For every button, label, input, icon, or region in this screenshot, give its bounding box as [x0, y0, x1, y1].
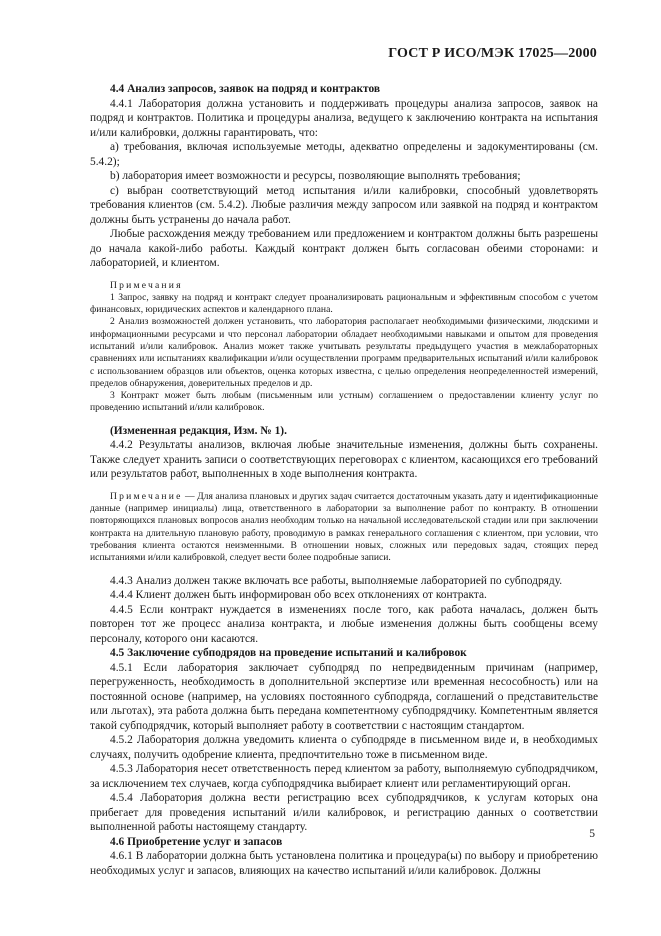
note-body: — Для анализа плановых и других задач считается достаточным указать дату и идентификационные данные (например инициалы) лица, ответственного в лаборатории за выполнение работ по контракту. В отношении повторяющихся плановых вопросов анализ необходим только на начальной исследовательской стадии или при заключении контракта на длительную плановую работу, проводимую в рамках генерального соглашения с клиентом, при условии, что требования клиента остаются неизменными. В отношении новых, сложных или передовых задач, стоящих перед испытаниями и/или калибровкой, следует вести более подробные записи.: [90, 490, 598, 564]
section-4-4-heading: 4.4 Анализ запросов, заявок на подряд и контрактов: [110, 83, 381, 95]
clause-4-4-4: 4.4.4 Клиент должен быть информирован обо всех отклонениях от контракта.: [110, 589, 487, 602]
single-note: [90, 491, 598, 565]
note-1: 1 Запрос, заявку на подряд и контракт следует проанализировать рациональным и эффективным способом с учетом финансовых, юридических аспектов и календарного плана.: [90, 291, 598, 316]
list-item-c: с) выбран соответствующий метод испытания и/или калибровки, способный удовлетворять требования клиентов (см. 5.4.2). Любые различия между запросом или заявкой на подряд и контрактом должны быть устранены до начала работ.: [90, 184, 598, 226]
list-item-b: b) лаборатория имеет возможности и ресурсы, позволяющие выполнять требования;: [110, 170, 521, 182]
clause-4-6-1: 4.6.1 В лаборатории должна быть установлена политика и процедура(ы) по выбору и приобретению необходимых услуг и запасов, влияющих на качество испытаний и/или калибровок. Должны: [90, 850, 598, 877]
standard-header: ГОСТ Р ИСО/МЭК 17025—2000: [388, 46, 597, 61]
revision-note: (Измененная редакция, Изм. № 1).: [110, 424, 287, 437]
note-2: 2 Анализ возможностей должен установить, что лаборатория располагает необходимыми физическими, людскими и информационными ресурсами и что персонал лаборатории обладает необходимыми навыками и опытом для проведения испытаний и/или калибровок. Анализ может также учитывать результаты предыдущего участия в межлабораторных сравнениях или испытаниях квалификации и/или осуществлении программ предварительных испытаний и/или калибровок с использованием образцов или объектов, оценка которых известна, с целью определения неопределенностей измерений, пределов обнаружения, доверительных пределов и др.: [90, 316, 598, 389]
clause-4-4-1: 4.4.1 Лаборатория должна установить и поддерживать процедуры анализа запросов, заявок на подряд и контрактов. Политика и процедуры анализа, ведущего к заключению контракта на испытания и/или калибровки, должны гарантировать, что:: [90, 97, 598, 139]
note-3: 3 Контракт может быть любым (письменным или устным) соглашением о предоставлении клиенту услуг по проведению испытаний и/или калибровок.: [90, 390, 598, 414]
clause-4-4-2: 4.4.2 Результаты анализов, включая любые значительные изменения, должны быть сохранены. Также следует хранить записи о соответствующих переговорах с клиентом, касающихся его требований или результатов работ, выполненных в ходе выполнения контракта.: [90, 439, 598, 481]
note-label: Примечание: [110, 490, 183, 502]
clause-4-5-3: 4.5.3 Лаборатория несет ответственность перед клиентом за работу, выполняемую субподрядчиком, за исключением тех случаев, когда субподрядчика выбирает клиент или регламентирующий орган.: [90, 763, 598, 790]
clause-4-5-2: 4.5.2 Лаборатория должна уведомить клиента о субподряде в письменном виде и, в необходимых случаях, получить одобрение клиента, предпочтительно тоже в письменном виде.: [90, 734, 598, 761]
clause-4-4-3: 4.4.3 Анализ должен также включать все работы, выполняемые лабораторией по субподряду.: [110, 574, 563, 587]
clause-4-5-4: 4.5.4 Лаборатория должна вести регистрацию всех субподрядчиков, к услугам которых она прибегает для проведения испытаний и/или калибровок, и регистрацию данных о соответствии выполненной работы настоящему стандарту.: [90, 792, 598, 834]
page-number: 5: [589, 828, 595, 840]
clause-4-5-1: 4.5.1 Если лаборатория заключает субподряд по непредвиденным причинам (например, перегруженность, необходимость в дополнительной экспертизе или временная несособность) или на постоянной основе (например, на условиях постоянного субподряда, соглашений о представительстве или льготах), эта работа должна быть передана компетентному субподрядчику. Компетентным является такой субподрядчик, который выполняет работу в соответствии с настоящим стандартом.: [90, 661, 598, 732]
page-content: [90, 82, 598, 878]
section-4-5-heading: 4.5 Заключение субподрядов на проведение испытаний и калибровок: [110, 647, 467, 660]
list-item-a: а) требования, включая используемые методы, адекватно определены и задокументированы (см. 5.4.2);: [90, 141, 598, 168]
notes-title: Примечания: [110, 279, 183, 291]
clause-4-4-5: 4.4.5 Если контракт нуждается в изменениях после того, как работа началась, должен быть повторен тот же процесс анализа контракта, и любые изменения должны быть сообщены всему персоналу, которого они касаются.: [90, 603, 598, 645]
paragraph-discrepancies: Любые расхождения между требованием или предложением и контрактом должны быть разрешены до начала какой-либо работы. Каждый контракт должен быть согласован обеими сторонами: и лабораторией, и клиентом.: [90, 228, 598, 269]
section-4-6-heading: 4.6 Приобретение услуг и запасов: [110, 835, 283, 848]
